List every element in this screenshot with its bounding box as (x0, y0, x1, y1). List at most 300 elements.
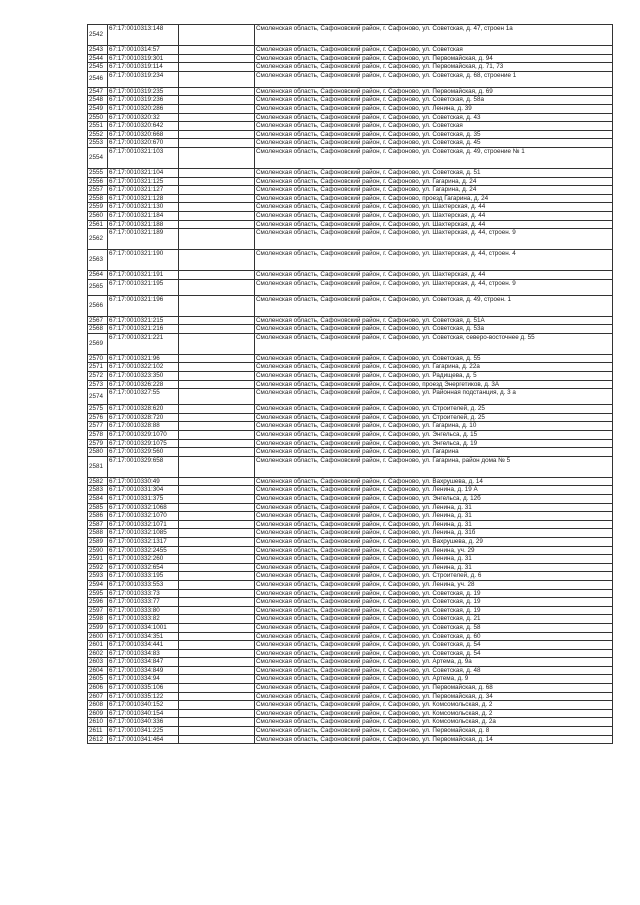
row-number: 2548 (88, 96, 108, 105)
row-number: 2558 (88, 194, 108, 203)
row-number: 2561 (88, 220, 108, 229)
cadastral-number: 67:17:0010328:620 (108, 405, 179, 414)
empty-cell (179, 63, 255, 72)
object-address: Смоленская область, Сафоновский район, г. Сафоново, ул. Первомайская, д. 94 (255, 54, 613, 63)
cadastral-number: 67:17:0010333:195 (108, 572, 179, 581)
empty-cell (179, 422, 255, 431)
row-number: 2550 (88, 113, 108, 122)
table-row (88, 325, 613, 334)
row-number: 2601 (88, 641, 108, 650)
table-row (88, 168, 613, 177)
empty-cell (179, 555, 255, 564)
table-row (88, 139, 613, 148)
cadastral-number: 67:17:0010340:154 (108, 709, 179, 718)
object-address: Смоленская область, Сафоновский район, г. Сафоново, ул. Шахтерская, д. 44, строен. 4 (255, 250, 613, 271)
row-number: 2608 (88, 701, 108, 710)
empty-cell (179, 589, 255, 598)
cadastral-number: 67:17:0010321:184 (108, 211, 179, 220)
empty-cell (179, 372, 255, 381)
empty-cell (179, 71, 255, 87)
table-row (88, 229, 613, 250)
object-address: Смоленская область, Сафоновский район, г. Сафоново, ул. Ленина, уч. 29 (255, 546, 613, 555)
table-row (88, 701, 613, 710)
row-number: 2605 (88, 675, 108, 684)
register-body (88, 25, 613, 744)
empty-cell (179, 96, 255, 105)
object-address: Смоленская область, Сафоновский район, г. Сафоново, ул. Районная подстанция, д. 3 а (255, 389, 613, 405)
object-address: Смоленская область, Сафоновский район, г. Сафоново, ул. Первомайская, д. 34 (255, 692, 613, 701)
row-number: 2563 (88, 250, 108, 271)
object-address: Смоленская область, Сафоновский район, г. Сафоново, ул. Советская (255, 46, 613, 55)
cadastral-number: 67:17:0010332:1085 (108, 529, 179, 538)
table-row (88, 46, 613, 55)
empty-cell (179, 177, 255, 186)
table-row (88, 96, 613, 105)
row-number: 2571 (88, 363, 108, 372)
empty-cell (179, 448, 255, 457)
row-number: 2574 (88, 389, 108, 405)
object-address: Смоленская область, Сафоновский район, г. Сафоново, ул. Ленина, уч. 28 (255, 580, 613, 589)
empty-cell (179, 735, 255, 744)
object-address: Смоленская область, Сафоновский район, г. Сафоново, ул. Советская (255, 122, 613, 131)
cadastral-number: 67:17:0010333:82 (108, 615, 179, 624)
object-address: Смоленская область, Сафоновский район, г. Сафоново, ул. Радищева, д. 5 (255, 372, 613, 381)
cadastral-number: 67:17:0010332:654 (108, 563, 179, 572)
cadastral-number: 67:17:0010319:234 (108, 71, 179, 87)
table-row (88, 589, 613, 598)
empty-cell (179, 692, 255, 701)
empty-cell (179, 325, 255, 334)
object-address: Смоленская область, Сафоновский район, г. Сафоново, ул. Вахрушева, д. 29 (255, 537, 613, 546)
row-number: 2583 (88, 486, 108, 495)
row-number: 2552 (88, 130, 108, 139)
cadastral-number: 67:17:0010321:125 (108, 177, 179, 186)
cadastral-number: 67:17:0010335:106 (108, 684, 179, 693)
cadastral-number: 67:17:0010319:235 (108, 87, 179, 96)
object-address: Смоленская область, Сафоновский район, г. Сафоново, ул. Советская, д. 53а (255, 325, 613, 334)
object-address: Смоленская область, Сафоновский район, г. Сафоново, ул. Советская, д. 19 (255, 589, 613, 598)
row-number: 2612 (88, 735, 108, 744)
object-address: Смоленская область, Сафоновский район, г. Сафоново, ул. Ленина, д. 31 (255, 503, 613, 512)
cadastral-number: 67:17:0010340:152 (108, 701, 179, 710)
table-row (88, 177, 613, 186)
empty-cell (179, 87, 255, 96)
object-address: Смоленская область, Сафоновский район, г. Сафоново, ул. Советская, д. 35 (255, 130, 613, 139)
object-address: Смоленская область, Сафоновский район, г. Сафоново, ул. Шахтерская, д. 44, строен. 9 (255, 279, 613, 295)
object-address: Смоленская область, Сафоновский район, г. Сафоново, ул. Первомайская, д. 68 (255, 684, 613, 693)
empty-cell (179, 363, 255, 372)
empty-cell (179, 606, 255, 615)
empty-cell (179, 615, 255, 624)
row-number: 2596 (88, 598, 108, 607)
object-address: Смоленская область, Сафоновский район, г. Сафоново, ул. Первомайская, д. 8 (255, 727, 613, 736)
empty-cell (179, 718, 255, 727)
table-row (88, 405, 613, 414)
empty-cell (179, 439, 255, 448)
row-number: 2577 (88, 422, 108, 431)
object-address: Смоленская область, Сафоновский район, г. Сафоново, ул. Советская, д. 48 (255, 666, 613, 675)
row-number: 2569 (88, 333, 108, 354)
empty-cell (179, 529, 255, 538)
table-row (88, 486, 613, 495)
empty-cell (179, 520, 255, 529)
object-address: Смоленская область, Сафоновский район, г. Сафоново, ул. Советская, д. 51А (255, 316, 613, 325)
empty-cell (179, 727, 255, 736)
row-number: 2572 (88, 372, 108, 381)
empty-cell (179, 250, 255, 271)
cadastral-number: 67:17:0010321:221 (108, 333, 179, 354)
cadastral-number: 67:17:0010333:73 (108, 589, 179, 598)
empty-cell (179, 380, 255, 389)
row-number: 2547 (88, 87, 108, 96)
object-address: Смоленская область, Сафоновский район, г. Сафоново, ул. Комсомольская, д. 2а (255, 718, 613, 727)
cadastral-number: 67:17:0010314:57 (108, 46, 179, 55)
object-address: Смоленская область, Сафоновский район, г. Сафоново, ул. Советская, д. 43 (255, 113, 613, 122)
object-address: Смоленская область, Сафоновский район, г. Сафоново, ул. Шахтерская, д. 44 (255, 220, 613, 229)
cadastral-number: 67:17:0010332:1070 (108, 512, 179, 521)
table-row (88, 25, 613, 46)
table-row (88, 380, 613, 389)
object-address: Смоленская область, Сафоновский район, г. Сафоново, ул. Советская, д. 19 (255, 598, 613, 607)
table-row (88, 295, 613, 316)
cadastral-number: 67:17:0010322:102 (108, 363, 179, 372)
row-number: 2562 (88, 229, 108, 250)
empty-cell (179, 666, 255, 675)
empty-cell (179, 623, 255, 632)
cadastral-number: 67:17:0010341:464 (108, 735, 179, 744)
cadastral-number: 67:17:0010313:148 (108, 25, 179, 46)
cadastral-number: 67:17:0010319:301 (108, 54, 179, 63)
empty-cell (179, 503, 255, 512)
empty-cell (179, 139, 255, 148)
empty-cell (179, 295, 255, 316)
empty-cell (179, 486, 255, 495)
row-number: 2580 (88, 448, 108, 457)
table-row (88, 147, 613, 168)
table-row (88, 477, 613, 486)
object-address: Смоленская область, Сафоновский район, г. Сафоново, ул. Советская, д. 68, строение 1 (255, 71, 613, 87)
cadastral-number: 67:17:0010331:375 (108, 495, 179, 504)
empty-cell (179, 130, 255, 139)
table-row (88, 250, 613, 271)
cadastral-number: 67:17:0010333:553 (108, 580, 179, 589)
cadastral-number: 67:17:0010334:1001 (108, 623, 179, 632)
row-number: 2546 (88, 71, 108, 87)
empty-cell (179, 563, 255, 572)
cadastral-number: 67:17:0010328:720 (108, 413, 179, 422)
object-address: Смоленская область, Сафоновский район, г. Сафоново, ул. Энгельса, д. 12б (255, 495, 613, 504)
row-number: 2564 (88, 271, 108, 280)
empty-cell (179, 701, 255, 710)
cadastral-number: 67:17:0010334:849 (108, 666, 179, 675)
object-address: Смоленская область, Сафоновский район, г. Сафоново, ул. Шахтерская, д. 44 (255, 271, 613, 280)
table-row (88, 130, 613, 139)
row-number: 2585 (88, 503, 108, 512)
empty-cell (179, 316, 255, 325)
object-address: Смоленская область, Сафоновский район, г. Сафоново, ул. Гагарина, д. 24 (255, 177, 613, 186)
table-row (88, 735, 613, 744)
table-row (88, 563, 613, 572)
row-number: 2587 (88, 520, 108, 529)
table-row (88, 211, 613, 220)
object-address: Смоленская область, Сафоновский район, г. Сафоново, ул. Энгельса, д. 19 (255, 439, 613, 448)
object-address: Смоленская область, Сафоновский район, г. Сафоново, ул. Строителей, д. 25 (255, 413, 613, 422)
row-number: 2582 (88, 477, 108, 486)
empty-cell (179, 431, 255, 440)
row-number: 2591 (88, 555, 108, 564)
row-number: 2549 (88, 104, 108, 113)
table-row (88, 632, 613, 641)
table-row (88, 606, 613, 615)
object-address: Смоленская область, Сафоновский район, г. Сафоново, ул. Вахрушева, д. 14 (255, 477, 613, 486)
object-address: Смоленская область, Сафоновский район, г. Сафоново, проезд Энергетиков, д. 3А (255, 380, 613, 389)
empty-cell (179, 675, 255, 684)
table-row (88, 54, 613, 63)
empty-cell (179, 495, 255, 504)
cadastral-number: 67:17:0010321:195 (108, 279, 179, 295)
empty-cell (179, 546, 255, 555)
object-address: Смоленская область, Сафоновский район, г. Сафоново, ул. Первомайская, д. 14 (255, 735, 613, 744)
table-row (88, 203, 613, 212)
table-row (88, 623, 613, 632)
object-address: Смоленская область, Сафоновский район, г. Сафоново, ул. Советская, д. 54 (255, 641, 613, 650)
row-number: 2578 (88, 431, 108, 440)
object-address: Смоленская область, Сафоновский район, г. Сафоново, ул. Ленина, д. 31 (255, 563, 613, 572)
object-address: Смоленская область, Сафоновский район, г. Сафоново, ул. Гагарина, д. 24 (255, 186, 613, 195)
cadastral-number: 67:17:0010321:103 (108, 147, 179, 168)
row-number: 2603 (88, 658, 108, 667)
object-address: Смоленская область, Сафоновский район, г. Сафоново, ул. Шахтерская, д. 44, строен. 9 (255, 229, 613, 250)
empty-cell (179, 389, 255, 405)
row-number: 2592 (88, 563, 108, 572)
table-row (88, 456, 613, 477)
cadastral-number: 67:17:0010321:128 (108, 194, 179, 203)
empty-cell (179, 658, 255, 667)
empty-cell (179, 147, 255, 168)
cadastral-number: 67:17:0010320:668 (108, 130, 179, 139)
object-address: Смоленская область, Сафоновский район, г. Сафоново, ул. Советская, д. 51 (255, 168, 613, 177)
cadastral-number: 67:17:0010333:80 (108, 606, 179, 615)
table-row (88, 431, 613, 440)
object-address: Смоленская область, Сафоновский район, г. Сафоново, ул. Советская, д. 19 (255, 606, 613, 615)
cadastral-number: 67:17:0010321:216 (108, 325, 179, 334)
empty-cell (179, 649, 255, 658)
cadastral-number: 67:17:0010329:560 (108, 448, 179, 457)
table-row (88, 194, 613, 203)
row-number: 2586 (88, 512, 108, 521)
object-address: Смоленская область, Сафоновский район, г. Сафоново, ул. Ленина, д. 39 (255, 104, 613, 113)
row-number: 2604 (88, 666, 108, 675)
row-number: 2606 (88, 684, 108, 693)
row-number: 2595 (88, 589, 108, 598)
object-address: Смоленская область, Сафоновский район, г. Сафоново, ул. Артема, д. 9а (255, 658, 613, 667)
table-row (88, 641, 613, 650)
object-address: Смоленская область, Сафоновский район, г. Сафоново, ул. Ленина, д. 31 (255, 512, 613, 521)
row-number: 2545 (88, 63, 108, 72)
cadastral-number: 67:17:0010332:1317 (108, 537, 179, 546)
row-number: 2594 (88, 580, 108, 589)
empty-cell (179, 279, 255, 295)
table-row (88, 122, 613, 131)
cadastral-number: 67:17:0010321:196 (108, 295, 179, 316)
object-address: Смоленская область, Сафоновский район, г. Сафоново, ул. Советская, д. 54 (255, 649, 613, 658)
table-row (88, 580, 613, 589)
object-address: Смоленская область, Сафоновский район, г. Сафоново, ул. Советская, д. 21 (255, 615, 613, 624)
cadastral-number: 67:17:0010330:49 (108, 477, 179, 486)
cadastral-number: 67:17:0010332:2455 (108, 546, 179, 555)
table-row (88, 537, 613, 546)
row-number: 2559 (88, 203, 108, 212)
table-row (88, 372, 613, 381)
table-row (88, 271, 613, 280)
row-number: 2567 (88, 316, 108, 325)
object-address: Смоленская область, Сафоновский район, г. Сафоново, ул. Советская, д. 49, строение № 1 (255, 147, 613, 168)
table-row (88, 354, 613, 363)
row-number: 2584 (88, 495, 108, 504)
object-address: Смоленская область, Сафоновский район, г. Сафоново, проезд Гагарина, д. 24 (255, 194, 613, 203)
cadastral-number: 67:17:0010321:127 (108, 186, 179, 195)
object-address: Смоленская область, Сафоновский район, г. Сафоново, ул. Комсомольская, д. 2 (255, 701, 613, 710)
row-number: 2588 (88, 529, 108, 538)
row-number: 2566 (88, 295, 108, 316)
object-address: Смоленская область, Сафоновский район, г. Сафоново, ул. Советская, д. 55 (255, 354, 613, 363)
row-number: 2565 (88, 279, 108, 295)
row-number: 2553 (88, 139, 108, 148)
table-row (88, 529, 613, 538)
row-number: 2597 (88, 606, 108, 615)
table-row (88, 104, 613, 113)
row-number: 2568 (88, 325, 108, 334)
cadastral-number: 67:17:0010334:441 (108, 641, 179, 650)
empty-cell (179, 598, 255, 607)
row-number: 2556 (88, 177, 108, 186)
row-number: 2598 (88, 615, 108, 624)
object-address: Смоленская область, Сафоновский район, г. Сафоново, ул. Строителей, д. 6 (255, 572, 613, 581)
row-number: 2555 (88, 168, 108, 177)
object-address: Смоленская область, Сафоновский район, г. Сафоново, ул. Гагарина, д. 22а (255, 363, 613, 372)
cadastral-number: 67:17:0010319:236 (108, 96, 179, 105)
cadastral-number: 67:17:0010329:1075 (108, 439, 179, 448)
empty-cell (179, 186, 255, 195)
row-number: 2557 (88, 186, 108, 195)
table-row (88, 520, 613, 529)
cadastral-number: 67:17:0010321:191 (108, 271, 179, 280)
table-row (88, 503, 613, 512)
empty-cell (179, 104, 255, 113)
object-address: Смоленская область, Сафоновский район, г. Сафоново, ул. Шахтерская, д. 44 (255, 203, 613, 212)
cadastral-number: 67:17:0010321:190 (108, 250, 179, 271)
object-address: Смоленская область, Сафоновский район, г. Сафоново, ул. Строителей, д. 25 (255, 405, 613, 414)
row-number: 2544 (88, 54, 108, 63)
table-row (88, 495, 613, 504)
row-number: 2543 (88, 46, 108, 55)
cadastral-number: 67:17:0010320:286 (108, 104, 179, 113)
row-number: 2600 (88, 632, 108, 641)
row-number: 2609 (88, 709, 108, 718)
table-row (88, 692, 613, 701)
table-row (88, 279, 613, 295)
empty-cell (179, 632, 255, 641)
cadastral-number: 67:17:0010334:351 (108, 632, 179, 641)
empty-cell (179, 641, 255, 650)
object-address: Смоленская область, Сафоновский район, г. Сафоново, ул. Шахтерская, д. 44 (255, 211, 613, 220)
empty-cell (179, 512, 255, 521)
empty-cell (179, 229, 255, 250)
row-number: 2576 (88, 413, 108, 422)
object-address: Смоленская область, Сафоновский район, г. Сафоново, ул. Первомайская, д. 71, 73 (255, 63, 613, 72)
empty-cell (179, 113, 255, 122)
cadastral-number: 67:17:0010321:130 (108, 203, 179, 212)
table-row (88, 413, 613, 422)
table-row (88, 727, 613, 736)
table-row (88, 113, 613, 122)
row-number: 2589 (88, 537, 108, 546)
cadastral-number: 67:17:0010320:32 (108, 113, 179, 122)
row-number: 2610 (88, 718, 108, 727)
object-address: Смоленская область, Сафоновский район, г. Сафоново, ул. Гагарина, район дома № 5 (255, 456, 613, 477)
cadastral-number: 67:17:0010326:228 (108, 380, 179, 389)
cadastral-number: 67:17:0010321:104 (108, 168, 179, 177)
table-row (88, 422, 613, 431)
cadastral-number: 67:17:0010320:670 (108, 139, 179, 148)
cadastral-number: 67:17:0010321:188 (108, 220, 179, 229)
object-address: Смоленская область, Сафоновский район, г. Сафоново, ул. Артема, д. 9 (255, 675, 613, 684)
object-address: Смоленская область, Сафоновский район, г. Сафоново, ул. Ленина, д. 31 (255, 520, 613, 529)
empty-cell (179, 194, 255, 203)
row-number: 2570 (88, 354, 108, 363)
empty-cell (179, 122, 255, 131)
cadastral-number: 67:17:0010341:225 (108, 727, 179, 736)
cadastral-number: 67:17:0010319:114 (108, 63, 179, 72)
table-row (88, 71, 613, 87)
object-address: Смоленская область, Сафоновский район, г. Сафоново, ул. Гагарина, д. 10 (255, 422, 613, 431)
table-row (88, 666, 613, 675)
cadastral-number: 67:17:0010321:215 (108, 316, 179, 325)
row-number: 2554 (88, 147, 108, 168)
cadastral-number: 67:17:0010323:350 (108, 372, 179, 381)
object-address: Смоленская область, Сафоновский район, г. Сафоново, ул. Советская, д. 45 (255, 139, 613, 148)
table-row (88, 675, 613, 684)
cadastral-number: 67:17:0010334:847 (108, 658, 179, 667)
empty-cell (179, 709, 255, 718)
cadastral-number: 67:17:0010334:83 (108, 649, 179, 658)
cadastral-number: 67:17:0010335:122 (108, 692, 179, 701)
table-row (88, 512, 613, 521)
table-row (88, 684, 613, 693)
cadastral-number: 67:17:0010332:1068 (108, 503, 179, 512)
empty-cell (179, 333, 255, 354)
cadastral-number: 67:17:0010320:642 (108, 122, 179, 131)
empty-cell (179, 271, 255, 280)
object-address: Смоленская область, Сафоновский район, г. Сафоново, ул. Советская, д. 49, строен. 1 (255, 295, 613, 316)
object-address: Смоленская область, Сафоновский район, г. Сафоново, ул. Первомайская, д. 69 (255, 87, 613, 96)
table-row (88, 87, 613, 96)
empty-cell (179, 405, 255, 414)
empty-cell (179, 168, 255, 177)
cadastral-register-table (87, 24, 613, 744)
empty-cell (179, 413, 255, 422)
cadastral-number: 67:17:0010331:304 (108, 486, 179, 495)
table-row (88, 546, 613, 555)
table-row (88, 555, 613, 564)
cadastral-number: 67:17:0010340:336 (108, 718, 179, 727)
object-address: Смоленская область, Сафоновский район, г. Сафоново, ул. Ленина, д. 31 (255, 555, 613, 564)
row-number: 2593 (88, 572, 108, 581)
cadastral-number: 67:17:0010321:96 (108, 354, 179, 363)
table-row (88, 439, 613, 448)
empty-cell (179, 477, 255, 486)
cadastral-number: 67:17:0010321:189 (108, 229, 179, 250)
